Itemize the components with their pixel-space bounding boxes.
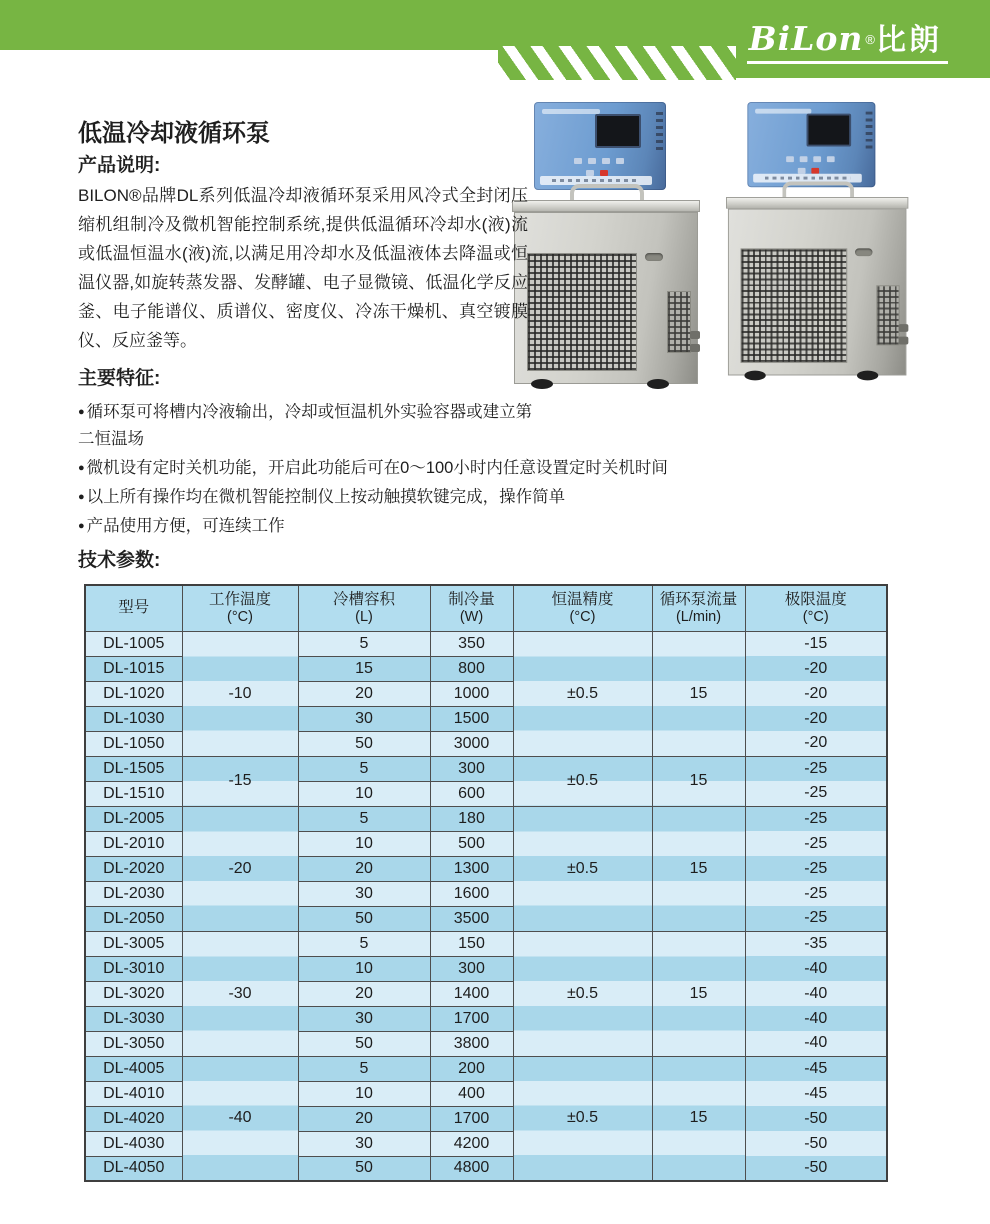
cell-limit-temp: -15	[745, 631, 887, 656]
cell-cooling: 3800	[430, 1031, 513, 1056]
cell-volume: 20	[298, 1106, 430, 1131]
cell-limit-temp: -45	[745, 1081, 887, 1106]
cell-volume: 10	[298, 781, 430, 806]
cell-volume: 5	[298, 931, 430, 956]
brand-banner	[0, 0, 990, 84]
cell-model: DL-3010	[85, 956, 182, 981]
cell-precision: ±0.5	[513, 806, 652, 931]
feature-item: ● 产品使用方便，可连续工作	[78, 513, 920, 540]
cell-limit-temp: -45	[745, 1056, 887, 1081]
cell-volume: 20	[298, 856, 430, 881]
cell-limit-temp: -40	[745, 1031, 887, 1056]
cell-cooling: 350	[430, 631, 513, 656]
banner-green-bar-left	[0, 0, 520, 50]
cell-limit-temp: -25	[745, 756, 887, 781]
cell-limit-temp: -50	[745, 1106, 887, 1131]
logo-script-text: BiLon	[748, 19, 864, 58]
cell-cooling: 800	[430, 656, 513, 681]
cell-volume: 50	[298, 906, 430, 931]
content-area	[0, 84, 990, 1182]
cell-volume: 5	[298, 756, 430, 781]
cell-limit-temp: -20	[745, 656, 887, 681]
cell-flow: 15	[652, 931, 745, 1056]
cell-volume: 5	[298, 631, 430, 656]
cell-work-temp: -40	[182, 1056, 298, 1181]
cell-model: DL-1015	[85, 656, 182, 681]
cell-limit-temp: -20	[745, 731, 887, 756]
cell-model: DL-1030	[85, 706, 182, 731]
cell-cooling: 200	[430, 1056, 513, 1081]
cell-model: DL-4030	[85, 1131, 182, 1156]
page-title: 低温冷却液循环泵	[78, 120, 270, 147]
cell-cooling: 1700	[430, 1006, 513, 1031]
cell-volume: 15	[298, 656, 430, 681]
cell-precision: ±0.5	[513, 1056, 652, 1181]
cell-flow: 15	[652, 1056, 745, 1181]
cell-cooling: 4800	[430, 1156, 513, 1181]
cell-cooling: 400	[430, 1081, 513, 1106]
cell-volume: 50	[298, 1156, 430, 1181]
cell-cooling: 3000	[430, 731, 513, 756]
spec-table	[84, 584, 888, 1182]
cell-model: DL-2005	[85, 806, 182, 831]
cell-model: DL-4010	[85, 1081, 182, 1106]
table-row	[85, 1056, 887, 1081]
section-heading-features: 主要特征:	[78, 368, 161, 389]
cell-limit-temp: -25	[745, 806, 887, 831]
cell-limit-temp: -25	[745, 781, 887, 806]
table-row	[85, 631, 887, 656]
cell-model: DL-3005	[85, 931, 182, 956]
section-heading-description: 产品说明:	[78, 155, 161, 176]
cell-cooling: 4200	[430, 1131, 513, 1156]
cell-limit-temp: -25	[745, 856, 887, 881]
cell-model: DL-1020	[85, 681, 182, 706]
cell-model: DL-3050	[85, 1031, 182, 1056]
col-header-work-temp: 工作温度 (°C)	[182, 585, 298, 631]
cell-limit-temp: -25	[745, 906, 887, 931]
brand-logo	[747, 19, 948, 64]
cell-model: DL-2010	[85, 831, 182, 856]
cell-cooling: 1000	[430, 681, 513, 706]
table-header-row	[85, 585, 887, 631]
cell-limit-temp: -20	[745, 706, 887, 731]
cell-model: DL-1510	[85, 781, 182, 806]
cell-cooling: 180	[430, 806, 513, 831]
logo-chinese-text: 比朗	[876, 24, 942, 57]
cell-cooling: 1700	[430, 1106, 513, 1131]
cell-volume: 20	[298, 681, 430, 706]
product-description: BILON®品牌DL系列低温冷却液循环泵采用风冷式全封闭压缩机组制冷及微机智能控制系统,提供低温循环冷却水(液)流或低温恒温水(液)流,以满足用冷却水及低温液体去降温或恒温仪器,如旋转蒸发器、发酵罐、电子显微镜、低温化学反应釜、电子能谱仪、质谱仪、密度仪、冷冻干燥机、真空镀膜仪、反应釜等。	[78, 186, 528, 350]
cell-volume: 20	[298, 981, 430, 1006]
cell-cooling: 1500	[430, 706, 513, 731]
feature-item: ● 以上所有操作均在微机智能控制仪上按动触摸软键完成，操作简单	[78, 484, 920, 511]
cell-volume: 30	[298, 881, 430, 906]
cell-model: DL-4020	[85, 1106, 182, 1131]
cell-work-temp: -30	[182, 931, 298, 1056]
cell-cooling: 500	[430, 831, 513, 856]
cell-volume: 10	[298, 831, 430, 856]
cell-cooling: 300	[430, 756, 513, 781]
cell-limit-temp: -40	[745, 1006, 887, 1031]
cell-limit-temp: -25	[745, 831, 887, 856]
cell-limit-temp: -20	[745, 681, 887, 706]
cell-volume: 10	[298, 956, 430, 981]
cell-volume: 30	[298, 706, 430, 731]
cell-model: DL-1505	[85, 756, 182, 781]
cell-cooling: 600	[430, 781, 513, 806]
cell-model: DL-4050	[85, 1156, 182, 1181]
cell-model: DL-1005	[85, 631, 182, 656]
cell-flow: 15	[652, 806, 745, 931]
cell-model: DL-4005	[85, 1056, 182, 1081]
registered-mark-icon: ®	[865, 31, 875, 47]
cell-precision: ±0.5	[513, 756, 652, 806]
cell-precision: ±0.5	[513, 631, 652, 756]
cell-cooling: 150	[430, 931, 513, 956]
cell-cooling: 1300	[430, 856, 513, 881]
cell-model: DL-1050	[85, 731, 182, 756]
cell-volume: 50	[298, 1031, 430, 1056]
banner-diagonal-stripes	[498, 46, 736, 80]
cell-model: DL-2020	[85, 856, 182, 881]
cell-model: DL-3030	[85, 1006, 182, 1031]
cell-limit-temp: -40	[745, 981, 887, 1006]
col-header-model: 型号	[85, 585, 182, 631]
cell-cooling: 3500	[430, 906, 513, 931]
cell-volume: 10	[298, 1081, 430, 1106]
feature-item: ● 微机设有定时关机功能，开启此功能后可在0～100小时内任意设置定时关机时间	[78, 455, 920, 482]
cell-work-temp: -10	[182, 631, 298, 756]
cell-limit-temp: -50	[745, 1131, 887, 1156]
cell-work-temp: -15	[182, 756, 298, 806]
col-header-volume: 冷槽容积 (L)	[298, 585, 430, 631]
cell-model: DL-2030	[85, 881, 182, 906]
cell-cooling: 1400	[430, 981, 513, 1006]
col-header-limit-temp: 极限温度 (°C)	[745, 585, 887, 631]
cell-limit-temp: -35	[745, 931, 887, 956]
feature-list	[78, 399, 920, 540]
cell-volume: 5	[298, 806, 430, 831]
cell-flow: 15	[652, 631, 745, 756]
cell-limit-temp: -25	[745, 881, 887, 906]
cell-limit-temp: -40	[745, 956, 887, 981]
cell-cooling: 1600	[430, 881, 513, 906]
cell-volume: 30	[298, 1131, 430, 1156]
section-heading-specs: 技术参数:	[78, 550, 161, 571]
table-row	[85, 756, 887, 781]
cell-flow: 15	[652, 756, 745, 806]
spec-table-wrap	[84, 584, 920, 1182]
col-header-flow: 循环泵流量 (L/min)	[652, 585, 745, 631]
table-row	[85, 806, 887, 831]
cell-volume: 50	[298, 731, 430, 756]
table-row	[85, 931, 887, 956]
feature-item: ● 循环泵可将槽内冷液输出，冷却或恒温机外实验容器或建立第二恒温场	[78, 399, 536, 453]
col-header-cooling: 制冷量 (W)	[430, 585, 513, 631]
cell-work-temp: -20	[182, 806, 298, 931]
cell-volume: 30	[298, 1006, 430, 1031]
cell-limit-temp: -50	[745, 1156, 887, 1181]
cell-cooling: 300	[430, 956, 513, 981]
cell-model: DL-2050	[85, 906, 182, 931]
col-header-precision: 恒温精度 (°C)	[513, 585, 652, 631]
cell-model: DL-3020	[85, 981, 182, 1006]
cell-precision: ±0.5	[513, 931, 652, 1056]
cell-volume: 5	[298, 1056, 430, 1081]
